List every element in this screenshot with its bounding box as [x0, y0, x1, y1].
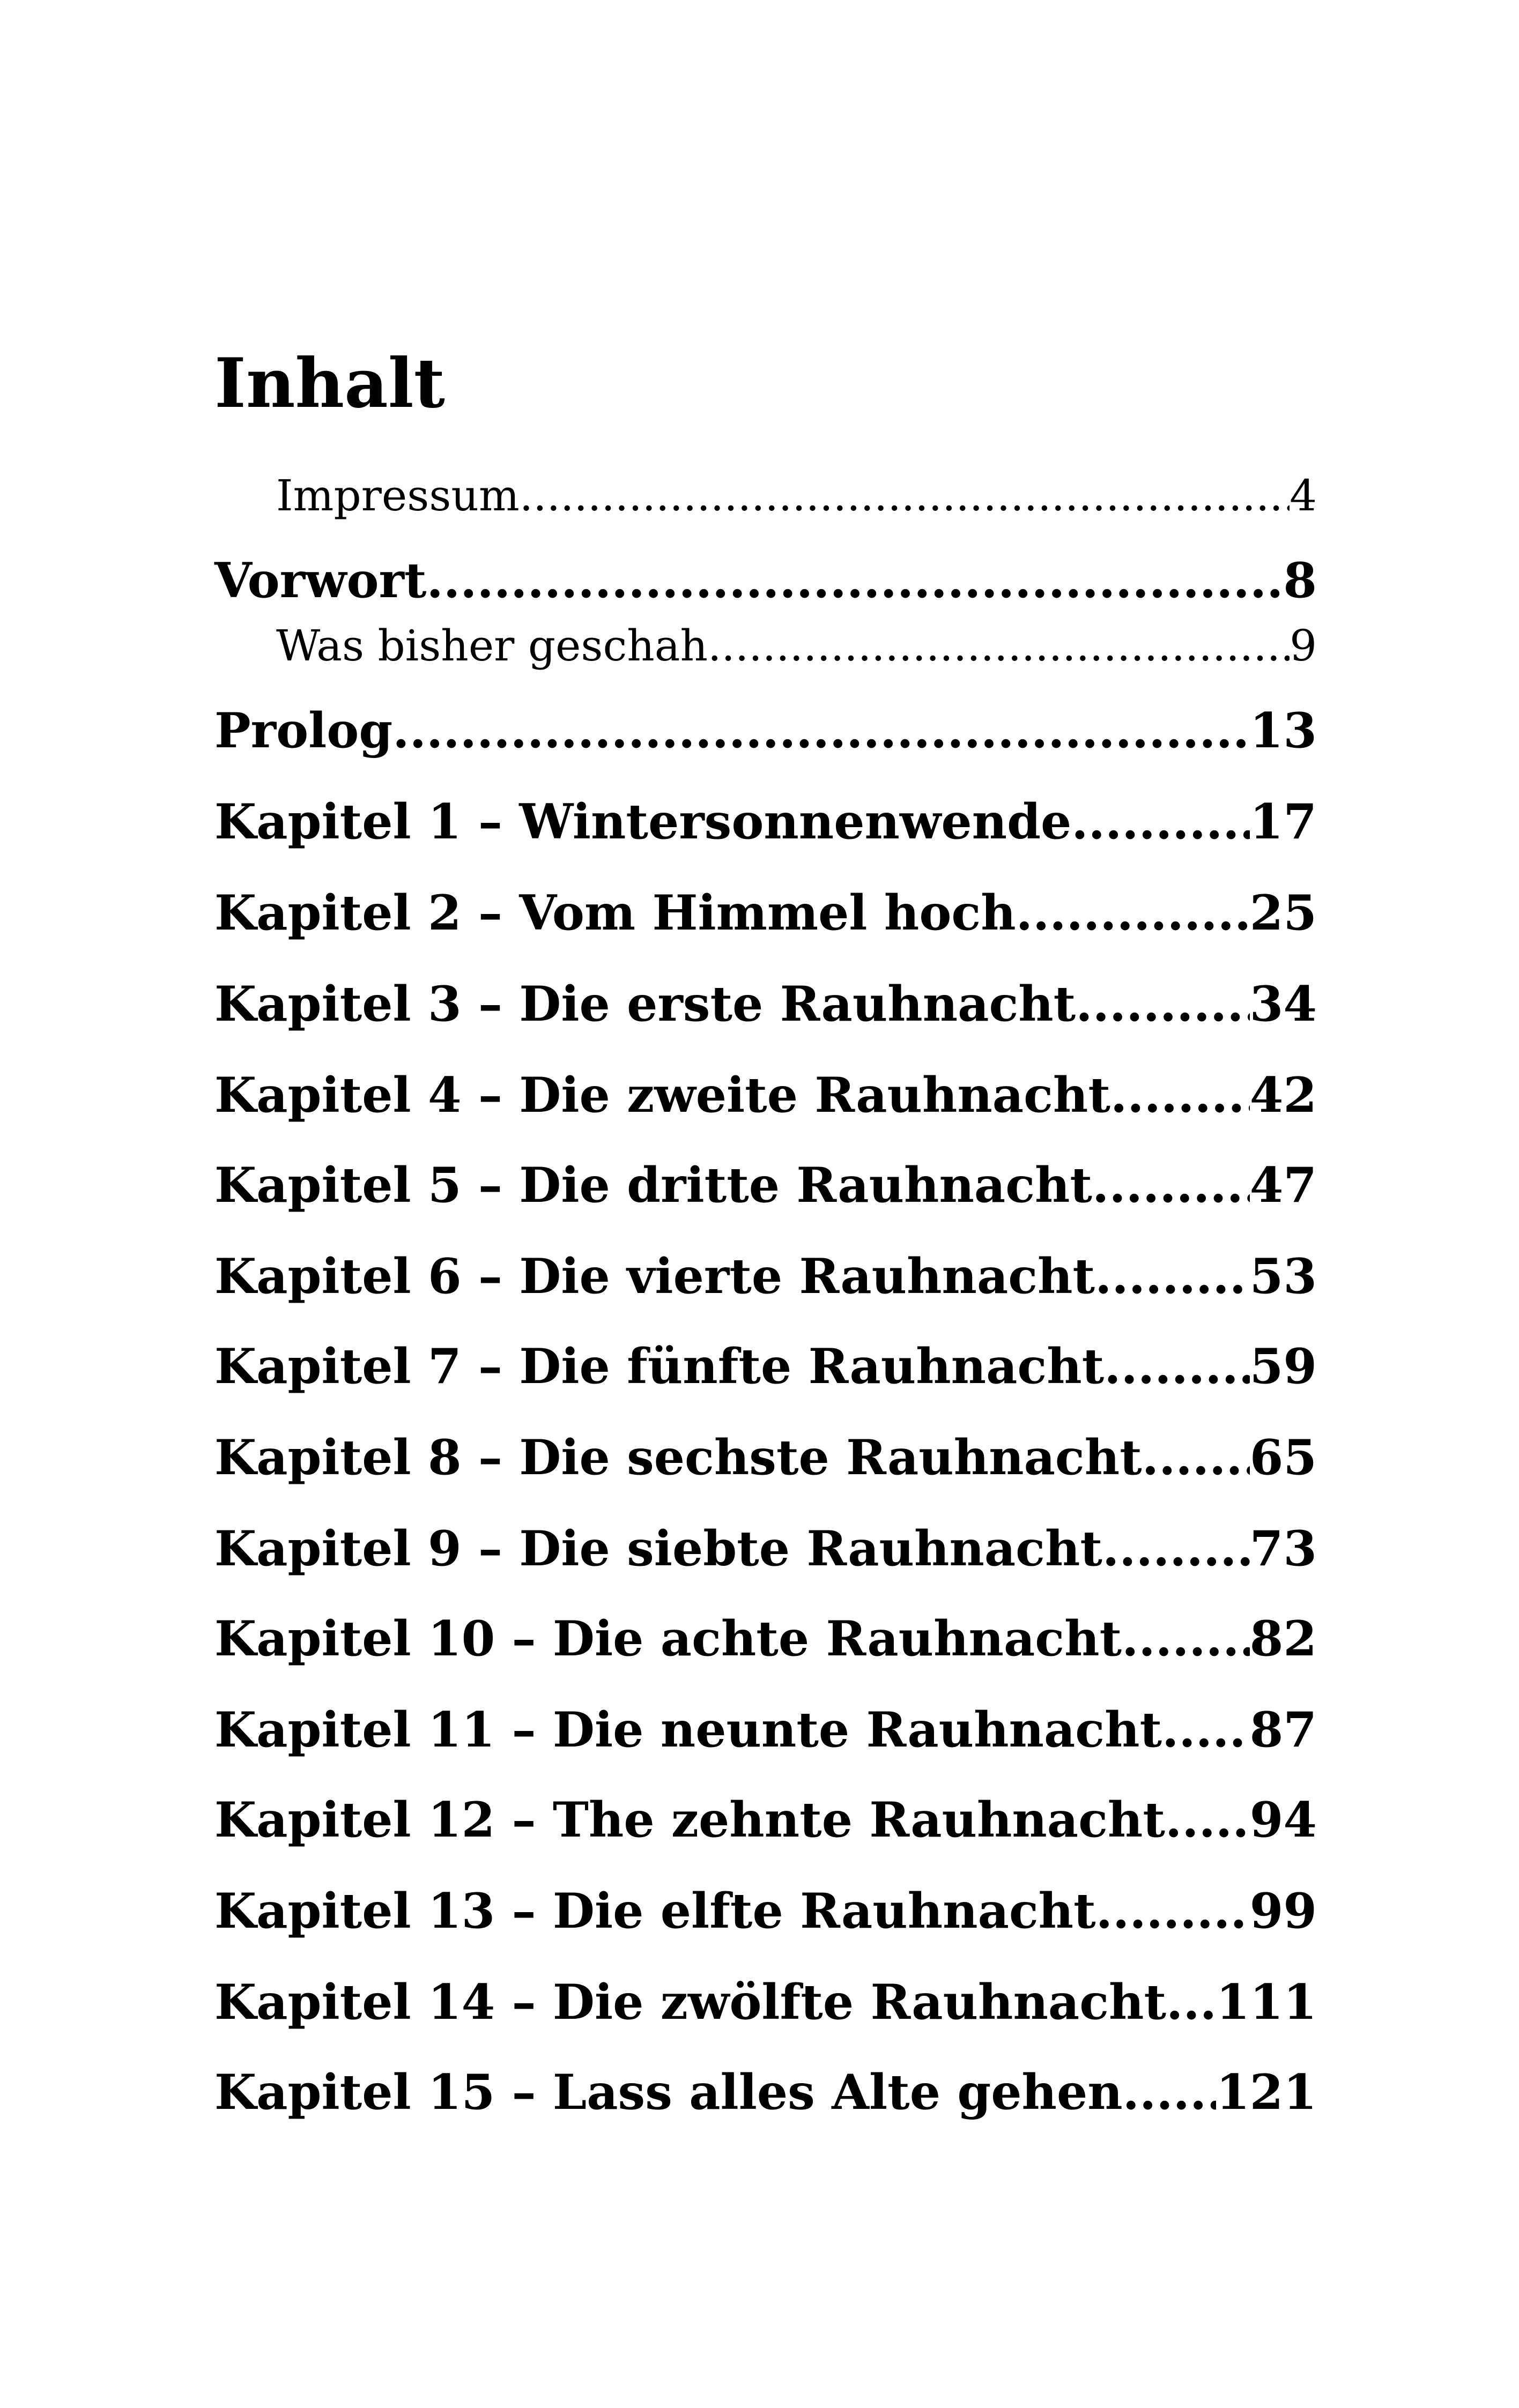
toc-entry-kapitel-13[interactable] [214, 1883, 1317, 1939]
toc-entry-label: Kapitel 8 – Die sechste Rauhnacht [214, 1429, 1142, 1486]
toc-entry-page: 8 [1283, 552, 1317, 609]
toc-entry-page: 17 [1249, 793, 1317, 850]
toc-entry-page: 99 [1249, 1883, 1317, 1939]
toc-entry-label: Kapitel 5 – Die dritte Rauhnacht [214, 1157, 1093, 1214]
dot-leader [1110, 1067, 1250, 1124]
toc-entry-kapitel-3[interactable] [214, 976, 1317, 1032]
toc-entry-kapitel-5[interactable] [214, 1157, 1317, 1214]
toc-entry-page: 13 [1249, 702, 1317, 759]
toc-entry-label: Impressum [276, 471, 520, 521]
dot-leader [1076, 976, 1250, 1032]
dot-leader [427, 552, 1284, 609]
toc-entry-label: Kapitel 14 – Die zwölfte Rauhnacht [214, 1974, 1167, 2031]
toc-entry-label: Kapitel 15 – Lass alles Alte gehen [214, 2064, 1123, 2121]
toc-entry-page: 82 [1249, 1610, 1317, 1667]
toc-title: Inhalt [214, 344, 445, 423]
dot-leader [392, 702, 1249, 759]
toc-entry-page: 42 [1249, 1067, 1317, 1124]
dot-leader [1102, 1520, 1250, 1577]
toc-entry-label: Vorwort [214, 552, 427, 609]
toc-entry-impressum[interactable] [276, 471, 1317, 521]
toc-entry-page: 25 [1249, 885, 1317, 941]
toc-entry-label: Kapitel 10 – Die achte Rauhnacht [214, 1610, 1122, 1667]
toc-entry-label: Kapitel 6 – Die vierte Rauhnacht [214, 1248, 1095, 1305]
toc-entry-page: 65 [1249, 1429, 1317, 1486]
dot-leader [1123, 2064, 1216, 2121]
toc-entry-label: Kapitel 7 – Die fünfte Rauhnacht [214, 1338, 1105, 1395]
toc-entry-page: 73 [1249, 1520, 1317, 1577]
dot-leader [520, 471, 1290, 521]
toc-entry-page: 34 [1249, 976, 1317, 1032]
toc-entry-label: Kapitel 1 – Wintersonnenwende [214, 793, 1072, 850]
toc-entry-label: Kapitel 3 – Die erste Rauhnacht [214, 976, 1076, 1032]
dot-leader [708, 621, 1290, 671]
dot-leader [1166, 1974, 1216, 2031]
toc-entry-was-bisher-geschah[interactable] [276, 621, 1317, 671]
toc-entry-kapitel-15[interactable] [214, 2064, 1317, 2121]
dot-leader [1142, 1429, 1250, 1486]
toc-entry-label: Kapitel 11 – Die neunte Rauhnacht [214, 1701, 1162, 1758]
toc-entry-page: 87 [1249, 1701, 1317, 1758]
toc-entry-page: 94 [1249, 1792, 1317, 1848]
toc-entry-kapitel-4[interactable] [214, 1067, 1317, 1124]
toc-entry-kapitel-9[interactable] [214, 1520, 1317, 1577]
toc-entry-page: 53 [1249, 1248, 1317, 1305]
toc-entry-kapitel-2[interactable] [214, 885, 1317, 941]
dot-leader [1104, 1338, 1250, 1395]
dot-leader [1096, 1883, 1250, 1939]
toc-entry-label: Kapitel 2 – Vom Himmel hoch [214, 885, 1016, 941]
toc-entry-page: 4 [1290, 471, 1317, 521]
toc-entry-label: Prolog [214, 702, 393, 759]
dot-leader [1016, 885, 1250, 941]
toc-entry-label: Kapitel 13 – Die elfte Rauhnacht [214, 1883, 1096, 1939]
dot-leader [1122, 1610, 1250, 1667]
toc-entry-vorwort[interactable] [214, 552, 1317, 609]
toc-entry-kapitel-8[interactable] [214, 1429, 1317, 1486]
dot-leader [1095, 1248, 1250, 1305]
toc-entry-kapitel-7[interactable] [214, 1338, 1317, 1395]
toc-entry-kapitel-14[interactable] [214, 1974, 1317, 2031]
toc-entry-page: 47 [1249, 1157, 1317, 1214]
toc-entry-label: Was bisher geschah [276, 621, 708, 671]
toc-entry-label: Kapitel 9 – Die siebte Rauhnacht [214, 1520, 1102, 1577]
toc-entry-kapitel-6[interactable] [214, 1248, 1317, 1305]
toc-entry-page: 111 [1216, 1974, 1317, 2031]
toc-entry-page: 9 [1290, 621, 1317, 671]
toc-entry-kapitel-10[interactable] [214, 1610, 1317, 1667]
toc-entry-prolog[interactable] [214, 702, 1317, 759]
dot-leader [1165, 1792, 1250, 1848]
toc-entry-kapitel-12[interactable] [214, 1792, 1317, 1848]
toc-entry-label: Kapitel 4 – Die zweite Rauhnacht [214, 1067, 1110, 1124]
toc-entry-page: 121 [1216, 2064, 1317, 2121]
dot-leader [1071, 793, 1249, 850]
toc-entry-page: 59 [1249, 1338, 1317, 1395]
toc-entry-kapitel-1[interactable] [214, 793, 1317, 850]
toc-entry-label: Kapitel 12 – The zehnte Rauhnacht [214, 1792, 1165, 1848]
dot-leader [1092, 1157, 1250, 1214]
dot-leader [1162, 1701, 1250, 1758]
toc-entry-kapitel-11[interactable] [214, 1701, 1317, 1758]
